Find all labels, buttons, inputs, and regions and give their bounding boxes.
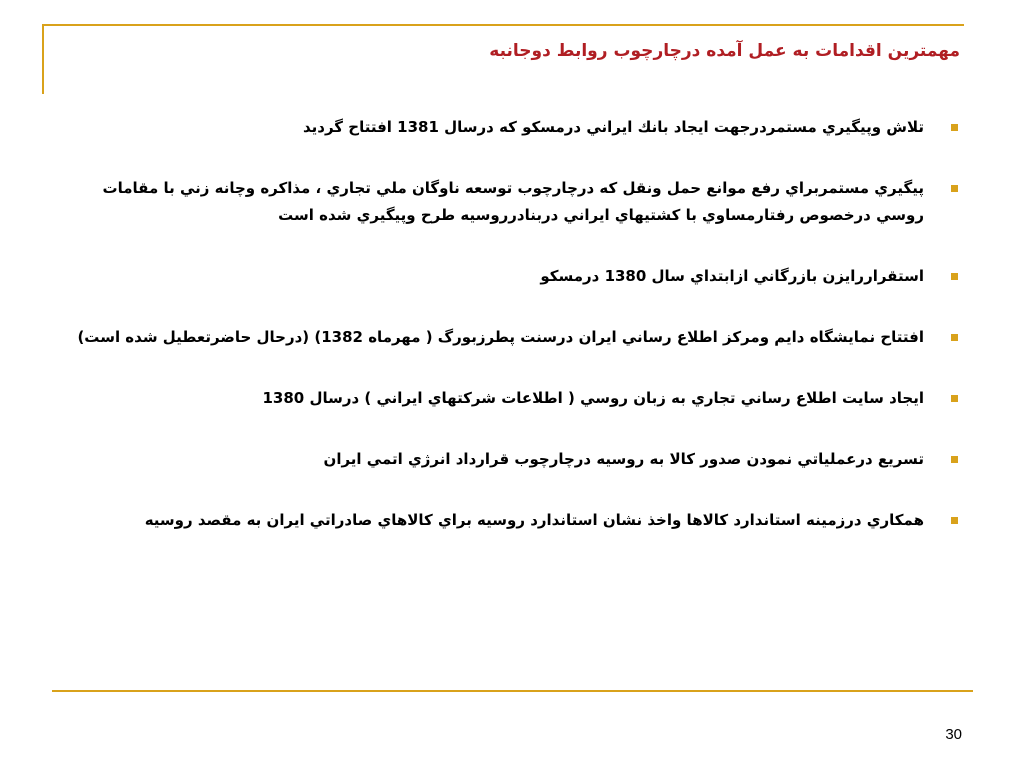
bottom-divider — [52, 690, 973, 692]
bullet-item-2 — [68, 175, 958, 229]
bullet-text: استقراررايزن بازرگاني ازابتداي سال 1380 درمسكو — [540, 267, 924, 285]
square-bullet-icon — [951, 456, 958, 463]
bullet-text: تلاش وپيگيري مستمردرجهت ايجاد بانك ايراني درمسكو كه درسال 1381 افتتاح گرديد — [302, 118, 924, 136]
square-bullet-icon — [951, 517, 958, 524]
square-bullet-icon — [951, 395, 958, 402]
square-bullet-icon — [951, 185, 958, 192]
bullet-item-4 — [68, 324, 958, 351]
bullet-text: پيگيري مستمربراي رفع موانع حمل ونقل كه درچارچوب توسعه ناوگان ملي تجاري ، مذاكره وچانه زني با مقامات روسي درخصوص رفتارمساوي با كشتيهاي ايراني دربنادرروسيه طرح وپيگيري شده است — [102, 179, 924, 224]
square-bullet-icon — [951, 124, 958, 131]
bullet-item-6 — [68, 446, 958, 473]
bullet-text: افتتاح نمايشگاه دايم ومركز اطلاع رساني ايران درسنت پطرزبورگ ( مهرماه 1382) (درحال حاضرتعطيل شده است) — [77, 328, 924, 346]
bullet-item-5 — [68, 385, 958, 412]
page-number: 30 — [945, 726, 962, 743]
bullet-list — [68, 114, 958, 568]
square-bullet-icon — [951, 273, 958, 280]
left-accent-line — [42, 24, 44, 94]
bullet-text: همكاري درزمينه استاندارد كالاها واخذ نشان استاندارد روسيه براي كالاهاي صادراتي ايران به مقصد روسيه — [144, 511, 924, 529]
top-divider — [42, 24, 964, 26]
bullet-item-3 — [68, 263, 958, 290]
bullet-item-7 — [68, 507, 958, 534]
square-bullet-icon — [951, 334, 958, 341]
bullet-text: ايجاد سايت اطلاع رساني تجاري به زبان روسي ( اطلاعات شركتهاي ايراني ) درسال 1380 — [262, 389, 924, 407]
slide-title: مهمترين اقدامات به عمل آمده درچارچوب روابط دوجانبه — [489, 41, 960, 61]
bullet-text: تسريع درعملياتي نمودن صدور كالا به روسيه درچارچوب قرارداد انرژي اتمي ايران — [323, 450, 924, 468]
bullet-item-1 — [68, 114, 958, 141]
